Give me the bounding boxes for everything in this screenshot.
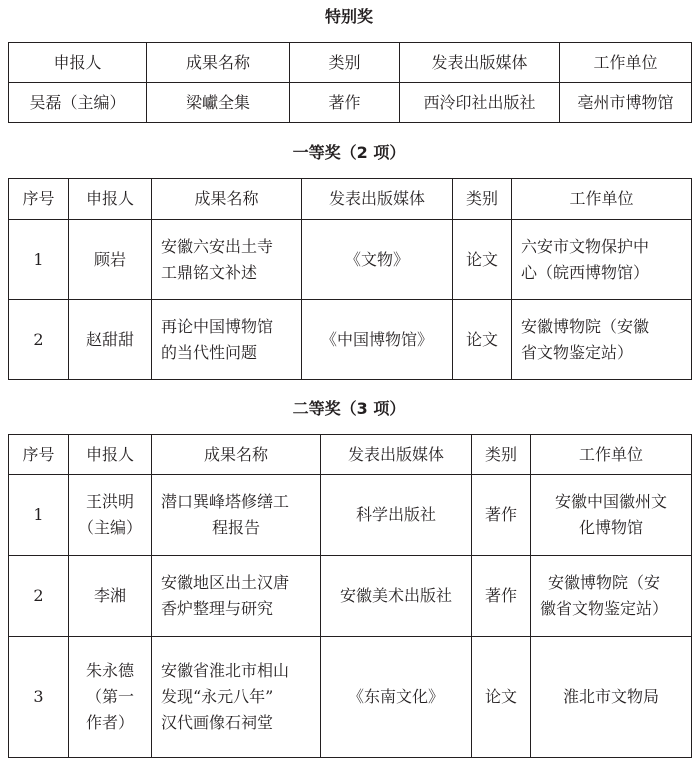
header-cell: 申报人 — [69, 179, 152, 220]
name-cell — [152, 637, 321, 758]
unit-cell: 淮北市文物局 — [531, 637, 692, 758]
type-cell: 著作 — [290, 83, 400, 123]
header-cell: 成果名称 — [152, 179, 302, 220]
table-row — [9, 300, 692, 380]
header-cell: 成果名称 — [152, 435, 321, 475]
table-header-row — [9, 435, 692, 475]
index-cell: 2 — [9, 300, 69, 380]
type-cell: 著作 — [472, 475, 531, 556]
table-row — [9, 220, 692, 300]
name-line: 程报告 — [211, 518, 260, 537]
media-cell: 科学出版社 — [321, 475, 472, 556]
applicant-cell — [69, 637, 152, 758]
name-line: 汉代画像石祠堂 — [161, 713, 274, 732]
header-cell: 发表出版媒体 — [302, 179, 453, 220]
header-cell: 序号 — [9, 179, 69, 220]
type-cell: 论文 — [453, 300, 512, 380]
unit-line: 省文物鉴定站） — [521, 342, 634, 362]
unit-line: 安徽博物院（安徽 — [521, 316, 650, 336]
unit-line: 心（皖西博物馆） — [521, 262, 650, 282]
second-award-table — [8, 434, 692, 758]
special-award-title: 特别奖 — [324, 7, 373, 26]
table-row — [9, 556, 692, 637]
index-cell: 1 — [9, 475, 69, 556]
table-row — [9, 637, 692, 758]
header-cell: 发表出版媒体 — [400, 43, 560, 83]
name-cell — [152, 556, 321, 637]
name-line: 再论中国博物馆 — [161, 316, 274, 336]
unit-line: 徽省文物鉴定站） — [540, 599, 669, 618]
unit-cell — [531, 475, 692, 556]
header-cell: 申报人 — [9, 43, 147, 83]
media-cell: 《东南文化》 — [321, 637, 472, 758]
applicant-line: 作者） — [85, 713, 134, 732]
applicant-cell: 赵甜甜 — [69, 300, 152, 380]
name-cell — [152, 220, 302, 300]
unit-cell — [531, 556, 692, 637]
type-cell: 论文 — [453, 220, 512, 300]
unit-cell — [512, 220, 692, 300]
applicant-line: 王洪明 — [85, 492, 134, 511]
name-line: 安徽地区出土汉唐 — [161, 573, 290, 592]
header-cell: 类别 — [472, 435, 531, 475]
unit-line: 安徽中国徽州文 — [554, 492, 667, 511]
name-line: 发现“永元八年” — [161, 687, 274, 706]
unit-cell — [512, 300, 692, 380]
applicant-cell: 顾岩 — [69, 220, 152, 300]
applicant-cell: 李湘 — [69, 556, 152, 637]
name-line: 潜口巽峰塔修缮工 — [161, 492, 290, 511]
table-header-row — [9, 43, 692, 83]
unit-line: 化博物馆 — [578, 518, 643, 537]
header-cell: 申报人 — [69, 435, 152, 475]
applicant-cell — [69, 475, 152, 556]
applicant-line: 朱永德 — [85, 661, 134, 680]
applicant-line: （第一 — [85, 687, 134, 706]
header-cell: 工作单位 — [560, 43, 692, 83]
name-cell: 梁巘全集 — [147, 83, 290, 123]
special-award-table — [8, 42, 692, 123]
header-cell: 工作单位 — [512, 179, 692, 220]
media-cell: 安徽美术出版社 — [321, 556, 472, 637]
index-cell: 3 — [9, 637, 69, 758]
applicant-cell: 吴磊（主编） — [9, 83, 147, 123]
name-line: 香炉整理与研究 — [161, 599, 274, 618]
header-cell: 类别 — [290, 43, 400, 83]
index-cell: 2 — [9, 556, 69, 637]
media-cell: 《文物》 — [302, 220, 453, 300]
applicant-line: （主编） — [78, 518, 143, 537]
header-cell: 类别 — [453, 179, 512, 220]
type-cell: 著作 — [472, 556, 531, 637]
name-line: 工鼎铭文补述 — [161, 262, 258, 282]
name-line: 的当代性问题 — [161, 342, 258, 362]
table-row — [9, 83, 692, 123]
header-cell: 序号 — [9, 435, 69, 475]
name-line: 安徽省淮北市相山 — [161, 661, 290, 680]
unit-cell: 亳州市博物馆 — [560, 83, 692, 123]
table-header-row — [9, 179, 692, 220]
first-award-title: 一等奖（2 项） — [292, 143, 406, 162]
media-cell: 《中国博物馆》 — [302, 300, 453, 380]
header-cell: 成果名称 — [147, 43, 290, 83]
media-cell: 西泠印社出版社 — [400, 83, 560, 123]
second-award-title: 二等奖（3 项） — [292, 399, 406, 418]
index-cell: 1 — [9, 220, 69, 300]
name-cell — [152, 300, 302, 380]
name-cell — [152, 475, 321, 556]
type-cell: 论文 — [472, 637, 531, 758]
name-line: 安徽六安出土寺 — [161, 236, 274, 256]
table-row — [9, 475, 692, 556]
header-cell: 工作单位 — [531, 435, 692, 475]
first-award-table — [8, 178, 692, 380]
unit-line: 六安市文物保护中 — [521, 236, 650, 256]
unit-line: 安徽博物院（安 — [548, 573, 661, 592]
header-cell: 发表出版媒体 — [321, 435, 472, 475]
